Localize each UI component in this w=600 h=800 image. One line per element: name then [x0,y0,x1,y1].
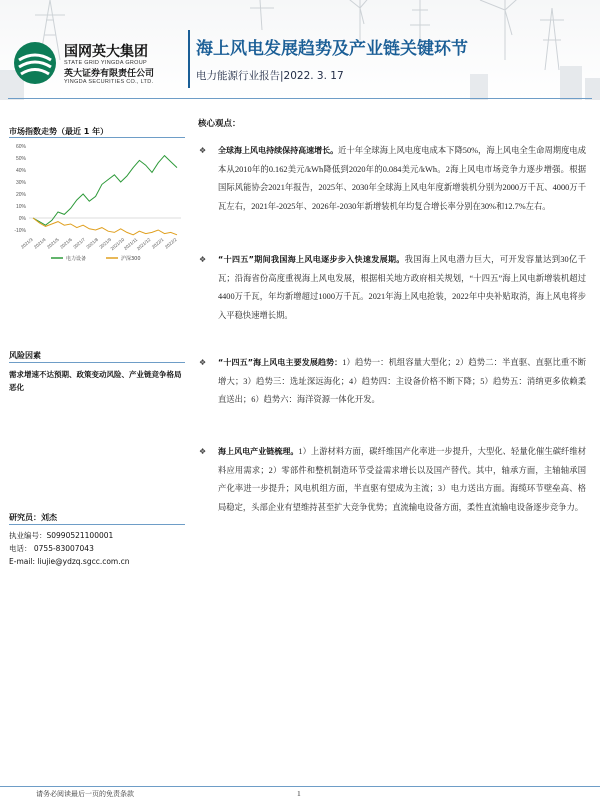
x-tick-label: 2021/8 [85,236,100,250]
header-divider [8,98,592,99]
x-tick-label: 2021/10 [109,236,126,252]
company-name-en: STATE GRID YINGDA GROUP [64,60,147,66]
title-divider [188,30,190,88]
report-header [0,0,600,100]
diamond-bullet-icon: ❖ [199,358,207,367]
x-tick-label: 2021/5 [46,236,60,250]
core-point-1 [218,142,586,216]
core-point-3-text: 1）趋势一：机组容量大型化；2）趋势二：半直驱、直驱比重不断增大；3）趋势三：选址深远海化；4）趋势四：主设备价格不断下降；5）趋势五：消纳更多依赖柔直送出；6）趋势六：海洋资源一体化开发。 [218,358,586,405]
legend-label: 电力设备 [66,256,87,262]
footer-divider [0,786,600,787]
y-tick-label: 60% [15,144,26,150]
x-tick-label: 2021/4 [32,236,47,250]
core-point-2-text: 我国海上风电潜力巨大，可开发容量达到30亿千瓦；沿海省份高度重视海上风电发展，根据相关地方政府相关规划，“十四五”海上风电新增装机超过4400万千瓦，年均新增超过1000万千瓦。2021年海上风电抢装，2022年中央补贴取消，海上风电将步入平稳快速增长期。 [218,255,586,320]
x-tick-label: 2021/11 [122,236,139,252]
report-subtitle: 电力能源行业报告|2022. 3. 17 [196,70,344,82]
y-tick-label: 30% [15,180,26,186]
report-title: 海上风电发展趋势及产业链关键环节 [196,39,468,59]
core-point-1-lead: 全球海上风电持续保持高速增长。 [218,146,339,155]
series-line-1 [33,218,177,235]
risk-title-rule [9,362,185,363]
page-number: 1 [297,789,301,798]
analyst-title: 研究员：刘杰 [9,513,57,522]
diamond-bullet-icon: ❖ [199,146,207,155]
market-index-chart [9,140,187,270]
core-point-2 [218,251,586,325]
y-tick-label: 0% [18,216,26,222]
x-tick-label: 2021/3 [19,236,34,250]
diamond-bullet-icon: ❖ [199,255,207,264]
core-point-3-lead: “十四五”海上风电主要发展趋势： [218,358,343,367]
risk-text: 需求增速不达预期、政策变动风险、产业链竞争格局恶化 [9,370,182,392]
diamond-bullet-icon: ❖ [199,447,207,456]
core-views-heading: 核心观点： [198,119,241,129]
x-tick-label: 2021/9 [98,236,113,250]
y-tick-label: 40% [15,168,26,174]
x-tick-label: 2022/1 [150,236,165,250]
subsidiary-name-cn: 英大证券有限责任公司 [64,69,155,79]
disclaimer-text: 请务必阅读最后一页的免责条款 [36,790,134,798]
risk-title: 风险因素 [9,351,41,360]
chart-title-rule [9,137,185,138]
y-tick-label: 20% [15,192,26,198]
x-tick-label: 2021/12 [135,236,152,252]
core-point-1-text: 近十年全球海上风电度电成本下降50%，海上风电全生命周期度电成本从2010年的0.162美元/kWh降低到2020年的0.084美元/kWh。2海上风电市场竞争力逐步增强。根据国际风能协会2021年报告，2025年、2030年全球海上风电年度新增装机分别为2000万千瓦、4000万千瓦左右，2021年-2025年、2026年-2030年新增装机年均复合增长率分别在30%和12.7%左右。 [218,146,587,211]
subsidiary-name-en: YINGDA SECURITIES CO., LTD. [64,79,154,85]
core-point-4-lead: 海上风电产业链梳理。 [218,447,299,456]
core-point-2-lead: “十四五”期间我国海上风电逐步步入快速发展期。 [218,255,405,264]
chart-title: 市场指数走势（最近 1 年） [9,127,109,136]
analyst-license: 执业编号：S0990521100001 [9,531,114,540]
state-grid-logo-icon [12,40,58,86]
x-tick-label: 2022/2 [163,236,178,250]
series-line-0 [33,156,177,226]
x-tick-label: 2021/7 [72,236,87,250]
core-point-4 [218,443,586,517]
legend-label: 沪深300 [121,256,141,262]
analyst-email: E-mail: liujie@ydzq.sgcc.com.cn [9,557,130,566]
company-logo [12,40,182,90]
analyst-phone: 电话： 0755-83007043 [9,544,94,553]
y-tick-label: 10% [15,204,26,210]
core-point-4-text: 1）上游材料方面，碳纤维国产化率进一步提升，大型化、轻量化催生碳纤维材料应用需求；2）零部件和整机制造环节受益需求增长以及国产替代。其中，轴承方面，主轴轴承国产化率进一步提升；风电机组方面，半直驱有望成为主流；3）电力送出方面。海缆环节壁垒高、格局稳定，头部企业有望维持甚至扩大竞争优势；直流输电设备方面，柔性直流输电设备逐步竞争力。 [218,447,587,512]
core-point-3 [218,354,586,410]
y-tick-label: 50% [15,156,26,162]
y-tick-label: -10% [14,228,26,234]
company-name-cn: 国网英大集团 [64,44,148,60]
x-tick-label: 2021/6 [59,236,73,250]
analyst-title-rule [9,524,185,525]
